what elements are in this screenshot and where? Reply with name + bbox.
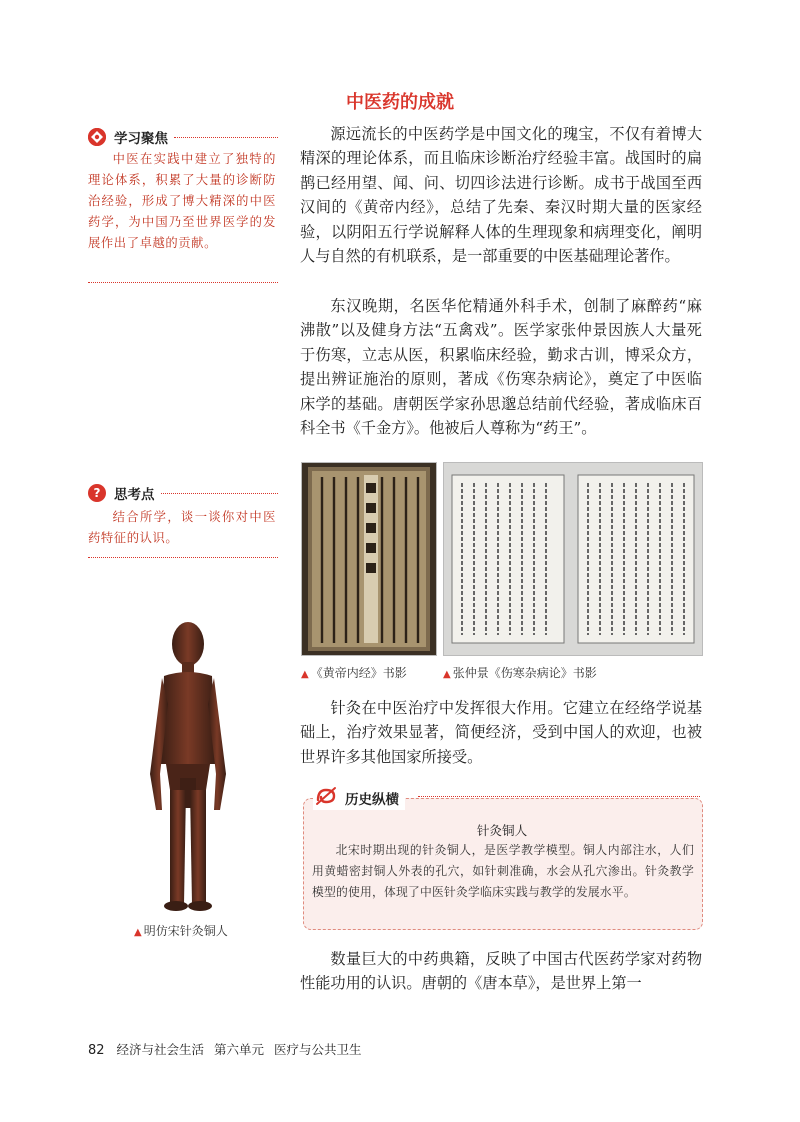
think-header bbox=[88, 483, 278, 503]
caption-huangdi bbox=[301, 664, 407, 681]
think-rule bbox=[161, 493, 279, 494]
swirl-icon bbox=[315, 786, 337, 810]
caption-triangle-icon: ▲ bbox=[134, 927, 142, 938]
caption-bronze-text: 明仿宋针灸铜人 bbox=[143, 924, 228, 938]
history-header bbox=[313, 786, 405, 810]
paragraph-2: 东汉晚期，名医华佗精通外科手术，创制了麻醉药“麻沸散”以及健身方法“五禽戏”。医学家张仲景因族人大量死于伤寒，立志从医，积累临床经验，勤求古训，博采众方，提出辨证施治的原则，著成《伤寒杂病论》，奠定了中医临床学的基础。唐朝医学家孙思邈总结前代经验，著成临床百科全书《千金方》。他被后人尊称为“药王”。 bbox=[300, 297, 702, 438]
focus-title: 学习聚焦 bbox=[114, 131, 168, 147]
bronze-acupuncture-figure bbox=[136, 614, 240, 914]
focus-text: 中医在实践中建立了独特的理论体系，积累了大量的诊断防治经验，形成了博大精深的中医药学，为中国乃至世界医学的发展作出了卓越的贡献。 bbox=[88, 152, 276, 250]
caption-triangle-icon: ▲ bbox=[301, 669, 309, 680]
history-rule bbox=[418, 796, 700, 797]
focus-header bbox=[88, 127, 278, 147]
caption-huangdi-text: 《黄帝内经》书影 bbox=[310, 666, 407, 680]
history-subtitle: 针灸铜人 bbox=[476, 823, 528, 838]
think-title: 思考点 bbox=[114, 487, 155, 503]
section-title: 中医药的成就 bbox=[346, 92, 454, 113]
focus-icon bbox=[88, 128, 106, 146]
shanghan-zabinglun-photo bbox=[443, 462, 703, 656]
caption-shanghan-text: 张仲景《伤寒杂病论》书影 bbox=[452, 666, 597, 680]
page-footer bbox=[88, 1040, 362, 1058]
think-text: 结合所学，谈一谈你对中医药特征的认识。 bbox=[88, 510, 276, 545]
think-bottom-rule bbox=[88, 557, 278, 558]
paragraph-3: 针灸在中医治疗中发挥很大作用。它建立在经络学说基础上，治疗效果显著，简便经济，受到中国人的欢迎，也被世界许多其他国家所接受。 bbox=[300, 699, 702, 766]
footer-unit-title: 医疗与公共卫生 bbox=[274, 1042, 362, 1057]
caption-bronze bbox=[134, 922, 228, 939]
focus-rule bbox=[174, 137, 278, 138]
paragraph-1: 源远流长的中医药学是中国文化的瑰宝，不仅有着博大精深的理论体系，而且临床诊断治疗经验丰富。战国时的扁鹊已经用望、闻、问、切四诊法进行诊断。成书于战国至西汉间的《黄帝内经》，总结了先秦、秦汉时期大量的医家经验，以阴阳五行学说解释人体的生理现象和病理变化，阐明人与自然的有机联系，是一部重要的中医基础理论著作。 bbox=[300, 125, 702, 266]
caption-shanghan bbox=[443, 664, 597, 681]
footer-unit: 第六单元 bbox=[214, 1042, 265, 1057]
caption-triangle-icon: ▲ bbox=[443, 669, 451, 680]
question-mark-icon: ? bbox=[88, 484, 106, 502]
huangdi-neijing-photo bbox=[301, 462, 437, 656]
paragraph-4: 数量巨大的中药典籍，反映了中国古代医药学家对药物性能功用的认识。唐朝的《唐本草》，是世界上第一 bbox=[300, 950, 702, 993]
history-text: 北宋时期出现的针灸铜人，是医学教学模型。铜人内部注水，人们用黄蜡密封铜人外表的孔穴，如针刺准确，水会从孔穴渗出。针灸教学模型的使用，体现了中医针灸学临床实践与教学的发展水平。 bbox=[312, 843, 694, 899]
history-title: 历史纵横 bbox=[345, 792, 399, 808]
page-number: 82 bbox=[88, 1043, 105, 1058]
focus-bottom-rule bbox=[88, 282, 278, 283]
footer-book: 经济与社会生活 bbox=[116, 1042, 205, 1057]
